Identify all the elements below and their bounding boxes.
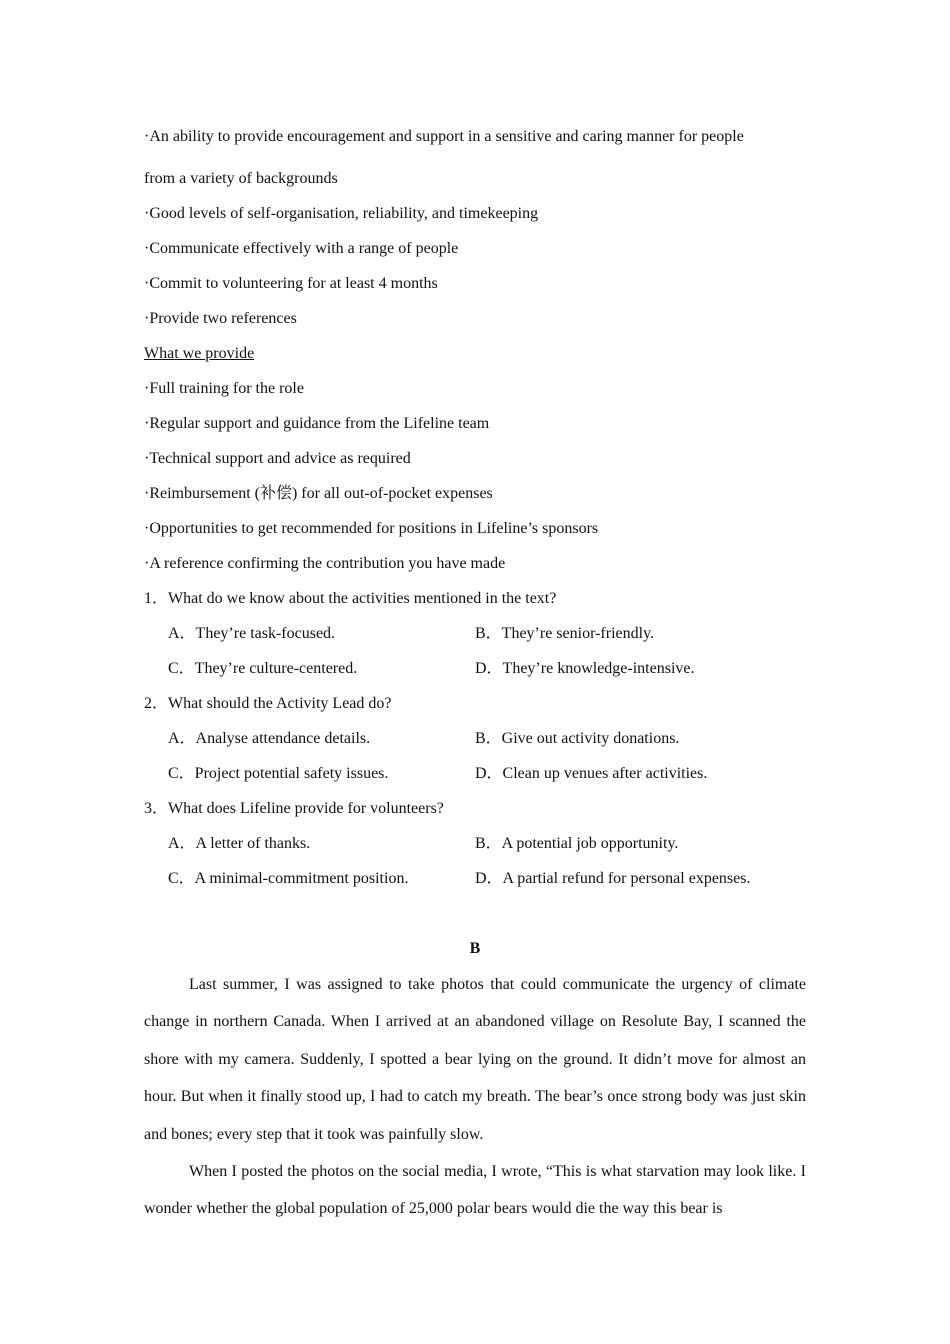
option-row [144,826,806,861]
question-stem: 1．What do we know about the activities mentioned in the text? [144,590,557,607]
provide-item: ·Regular support and guidance from the Lifeline team [144,415,490,432]
option-d: D．They’re knowledge-intensive. [475,660,695,677]
passage-paragraph: When I posted the photos on the social media, I wrote, “This is what starvation may look like. I wonder whether the global population of 25,000 polar bears would die the way this bear is [144,1163,806,1218]
option-b: B．Give out activity donations. [475,730,680,747]
provide-item: ·Full training for the role [144,380,304,397]
question-3 [144,791,806,896]
section-heading-what-we-provide: What we provide [144,345,255,362]
requirement-item: ·Communicate effectively with a range of people [144,240,459,257]
option-row [144,651,806,686]
option-c: C．They’re culture-centered. [168,660,358,677]
question-1 [144,581,806,686]
requirement-item-continuation: from a variety of backgrounds [144,170,338,187]
option-row [144,721,806,756]
option-c: C．Project potential safety issues. [168,765,389,782]
document-page [144,124,806,1228]
option-a: A．They’re task-focused. [168,625,336,642]
option-c: C．A minimal-commitment position. [168,870,409,887]
option-d: D．A partial refund for personal expenses. [475,870,751,887]
option-row [144,861,806,896]
option-b: B．They’re senior-friendly. [475,625,655,642]
provide-item: ·Technical support and advice as required [144,450,411,467]
option-row [144,616,806,651]
section-title-b: B [469,940,481,957]
option-a: A．Analyse attendance details. [168,730,371,747]
requirement-item: ·An ability to provide encouragement and support in a sensitive and caring manner for people [144,128,744,145]
question-stem: 2．What should the Activity Lead do? [144,695,392,712]
provide-item: ·Reimbursement (补偿) for all out-of-pocket expenses [144,485,493,502]
question-stem: 3．What does Lifeline provide for volunteers? [144,800,444,817]
question-2 [144,686,806,791]
option-b: B．A potential job opportunity. [475,835,679,852]
requirement-item: ·Commit to volunteering for at least 4 months [144,275,438,292]
provide-item: ·Opportunities to get recommended for positions in Lifeline’s sponsors [144,520,599,537]
provide-item: ·A reference confirming the contribution you have made [144,555,506,572]
requirement-item: ·Good levels of self-organisation, reliability, and timekeeping [144,205,539,222]
option-a: A．A letter of thanks. [168,835,311,852]
requirement-item: ·Provide two references [144,310,297,327]
option-row [144,756,806,791]
passage-paragraph: Last summer, I was assigned to take photos that could communicate the urgency of climate change in northern Canada. When I arrived at an abandoned village on Resolute Bay, I scanned the shore with my camera. Suddenly, I spotted a bear lying on the ground. It didn’t move for almost an hour. But when it finally stood up, I had to catch my breath. The bear’s once strong body was just skin and bones; every step that it took was painfully slow. [144,976,806,1143]
option-d: D．Clean up venues after activities. [475,765,708,782]
